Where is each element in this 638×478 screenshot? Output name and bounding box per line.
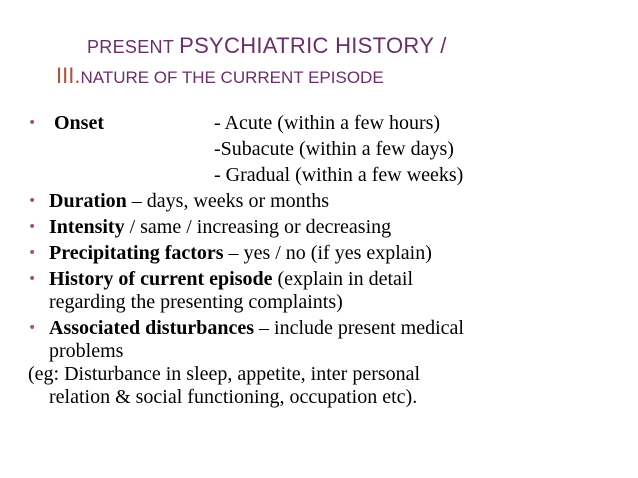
onset-acute: - Acute (within a few hours) <box>214 112 441 134</box>
history-label: History of current episode <box>49 268 273 290</box>
associated-row <box>28 317 628 363</box>
slide-title-line1 <box>87 33 447 59</box>
intensity-text: / same / increasing or decreasing <box>124 216 392 238</box>
duration-row <box>28 190 628 213</box>
bullet-icon: • <box>28 115 37 131</box>
history-text: (explain in detail <box>272 268 414 290</box>
title-nature: NATURE OF THE CURRENT EPISODE <box>80 68 384 87</box>
onset-options <box>214 112 463 190</box>
history-row <box>28 268 628 314</box>
intensity-label: Intensity <box>49 216 125 238</box>
bullet-icon: • <box>28 320 37 336</box>
example-line1: (eg: Disturbance in sleep, appetite, inter personal <box>28 363 421 385</box>
bullet-icon: • <box>28 271 37 287</box>
bullet-content <box>28 112 628 409</box>
bullet-icon: • <box>28 219 37 235</box>
intensity-row <box>28 216 628 239</box>
onset-row <box>28 112 628 190</box>
precipitating-text: – yes / no (if yes explain) <box>223 242 432 264</box>
precipitating-label: Precipitating factors <box>49 242 224 264</box>
example-line2: relation & social functioning, occupation etc). <box>49 386 418 408</box>
slide-title-line2 <box>56 63 384 89</box>
associated-continuation: problems <box>49 340 124 362</box>
title-psychiatric-history: PSYCHIATRIC HISTORY / <box>179 33 447 58</box>
associated-label: Associated disturbances <box>49 317 255 339</box>
bullet-icon: • <box>28 193 37 209</box>
duration-label: Duration <box>49 190 127 212</box>
title-roman-numeral: III. <box>56 63 81 88</box>
onset-subacute: -Subacute (within a few days) <box>214 138 454 160</box>
history-continuation: regarding the presenting complaints) <box>49 291 343 313</box>
bullet-icon: • <box>28 245 37 261</box>
onset-label: Onset <box>54 112 104 134</box>
duration-text: – days, weeks or months <box>126 190 329 212</box>
associated-text: – include present medical <box>254 317 464 339</box>
onset-gradual: - Gradual (within a few weeks) <box>214 164 464 186</box>
title-present: PRESENT <box>87 37 180 57</box>
precipitating-row <box>28 242 628 265</box>
